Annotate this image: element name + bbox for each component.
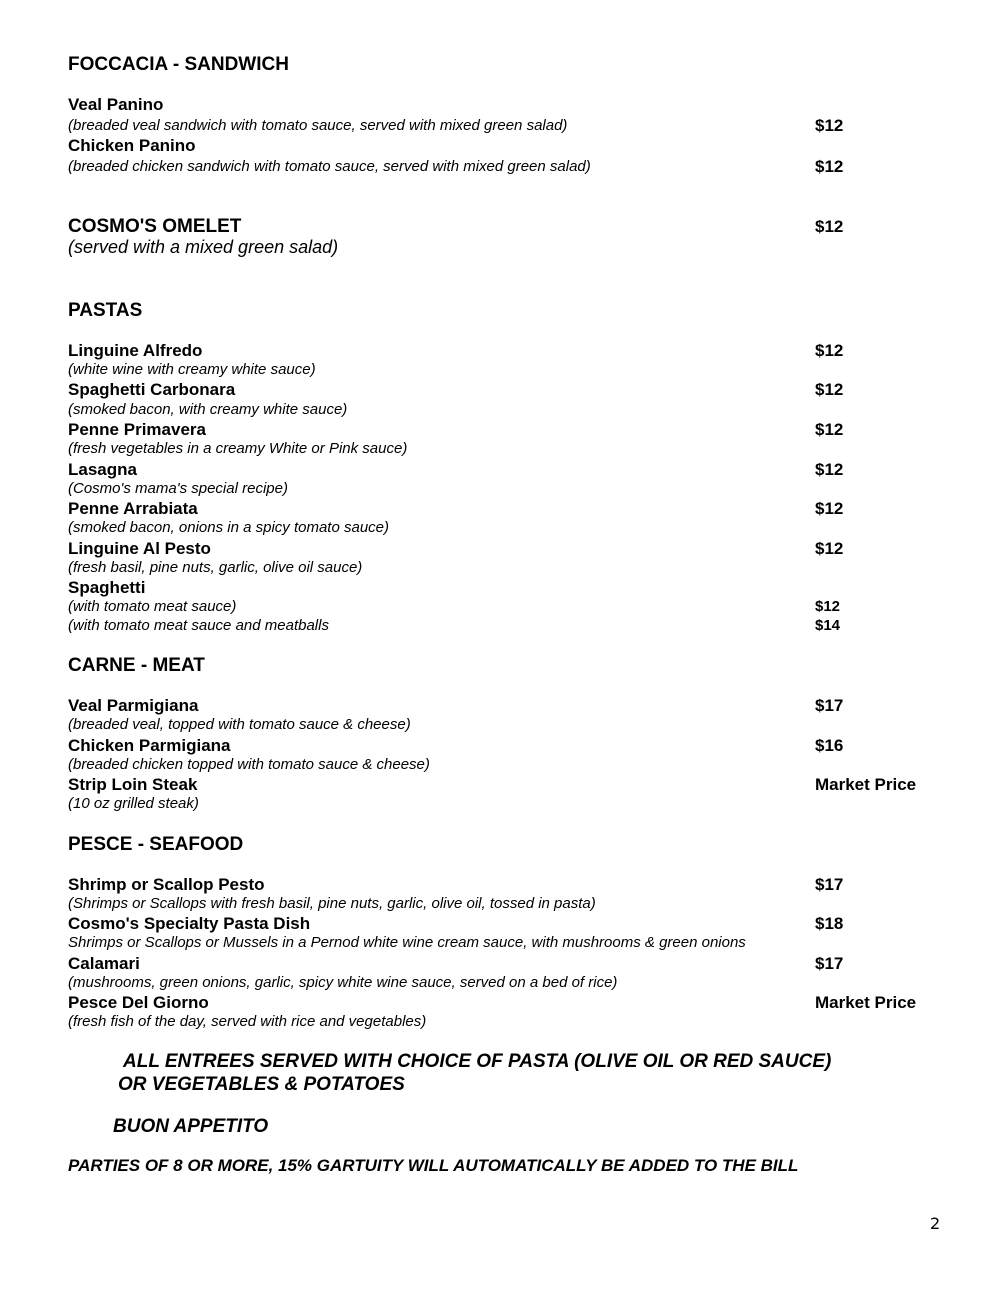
menu-item-name: Veal Parmigiana bbox=[68, 696, 199, 715]
menu-item-price: $17 bbox=[815, 875, 844, 894]
entrees-note-line2: OR VEGETABLES & POTATOES bbox=[118, 1074, 405, 1095]
menu-item-name: Strip Loin Steak bbox=[68, 775, 198, 794]
menu-item-desc: (breaded veal sandwich with tomato sauce, served with mixed green salad) bbox=[68, 117, 568, 134]
menu-item-name: Penne Arrabiata bbox=[68, 499, 198, 518]
menu-item-desc: (fresh fish of the day, served with rice and vegetables) bbox=[68, 1013, 427, 1030]
menu-item-desc: (white wine with creamy white sauce) bbox=[68, 361, 316, 378]
menu-item-price: $12 bbox=[815, 341, 844, 360]
menu-item-name: Spaghetti Carbonara bbox=[68, 380, 236, 399]
omelet-price: $12 bbox=[815, 217, 844, 236]
menu-item-desc: (breaded veal, topped with tomato sauce & cheese) bbox=[68, 716, 411, 733]
menu-item-price: $12 bbox=[815, 116, 844, 135]
menu-item-price: Market Price bbox=[815, 775, 917, 794]
menu-item-price: $12 bbox=[815, 598, 841, 615]
menu-item-price: $12 bbox=[815, 420, 844, 439]
menu-item-desc: (Cosmo's mama's special recipe) bbox=[68, 480, 288, 497]
menu-item-price: $12 bbox=[815, 539, 844, 558]
menu-item-desc: (fresh basil, pine nuts, garlic, olive oil sauce) bbox=[68, 559, 363, 576]
menu-item-name: Chicken Panino bbox=[68, 136, 196, 155]
omelet-desc: (served with a mixed green salad) bbox=[68, 237, 339, 257]
entrees-note-line1: ALL ENTREES SERVED WITH CHOICE OF PASTA (OLIVE OIL OR RED SAUCE) bbox=[123, 1051, 832, 1072]
menu-item-price: $17 bbox=[815, 954, 844, 973]
gratuity-note: PARTIES OF 8 OR MORE, 15% GARTUITY WILL AUTOMATICALLY BE ADDED TO THE BILL bbox=[68, 1156, 799, 1175]
page-number: 2 bbox=[930, 1214, 941, 1233]
section-title-foccacia: FOCCACIA - SANDWICH bbox=[68, 54, 289, 75]
menu-item-desc: (smoked bacon, with creamy white sauce) bbox=[68, 401, 348, 418]
menu-item-name: Lasagna bbox=[68, 460, 137, 479]
menu-item-price: $17 bbox=[815, 696, 844, 715]
section-title-omelet: COSMO'S OMELET bbox=[68, 216, 242, 237]
menu-item-desc: (breaded chicken topped with tomato sauce & cheese) bbox=[68, 756, 430, 773]
menu-item-desc: (10 oz grilled steak) bbox=[68, 795, 199, 812]
menu-item-desc: (mushrooms, green onions, garlic, spicy white wine sauce, served on a bed of rice) bbox=[68, 974, 618, 991]
buon-appetito: BUON APPETITO bbox=[113, 1116, 269, 1137]
menu-item-desc: (Shrimps or Scallops with fresh basil, pine nuts, garlic, olive oil, tossed in pasta) bbox=[68, 895, 596, 912]
menu-item-price: $14 bbox=[815, 617, 841, 634]
menu-item-name: Cosmo's Specialty Pasta Dish bbox=[68, 914, 311, 933]
menu-item-name: Veal Panino bbox=[68, 95, 164, 114]
menu-item-price: $12 bbox=[815, 380, 844, 399]
menu-item-price: $16 bbox=[815, 736, 844, 755]
menu-item-name: Linguine Al Pesto bbox=[68, 539, 211, 558]
menu-item-price: $12 bbox=[815, 157, 844, 176]
menu-item-name: Penne Primavera bbox=[68, 420, 206, 439]
menu-item-price: Market Price bbox=[815, 993, 917, 1012]
section-title-pastas: PASTAS bbox=[68, 300, 143, 321]
section-title-carne: CARNE - MEAT bbox=[68, 655, 205, 676]
menu-item-name: Spaghetti bbox=[68, 578, 146, 597]
menu-item-price: $18 bbox=[815, 914, 844, 933]
menu-item-price: $12 bbox=[815, 499, 844, 518]
menu-item-name: Chicken Parmigiana bbox=[68, 736, 231, 755]
menu-item-desc: (with tomato meat sauce) bbox=[68, 598, 237, 615]
section-title-pesce: PESCE - SEAFOOD bbox=[68, 834, 244, 855]
menu-item-desc: Shrimps or Scallops or Mussels in a Pernod white wine cream sauce, with mushrooms & green onions bbox=[68, 934, 746, 951]
menu-item-desc: (breaded chicken sandwich with tomato sauce, served with mixed green salad) bbox=[68, 158, 591, 175]
menu-item-name: Linguine Alfredo bbox=[68, 341, 203, 360]
menu-item-desc: (smoked bacon, onions in a spicy tomato sauce) bbox=[68, 519, 389, 536]
menu-item-name: Shrimp or Scallop Pesto bbox=[68, 875, 265, 894]
menu-item-desc: (fresh vegetables in a creamy White or Pink sauce) bbox=[68, 440, 408, 457]
menu-item-desc: (with tomato meat sauce and meatballs bbox=[68, 617, 329, 634]
menu-item-name: Calamari bbox=[68, 954, 140, 973]
menu-item-price: $12 bbox=[815, 460, 844, 479]
menu-item-name: Pesce Del Giorno bbox=[68, 993, 209, 1012]
